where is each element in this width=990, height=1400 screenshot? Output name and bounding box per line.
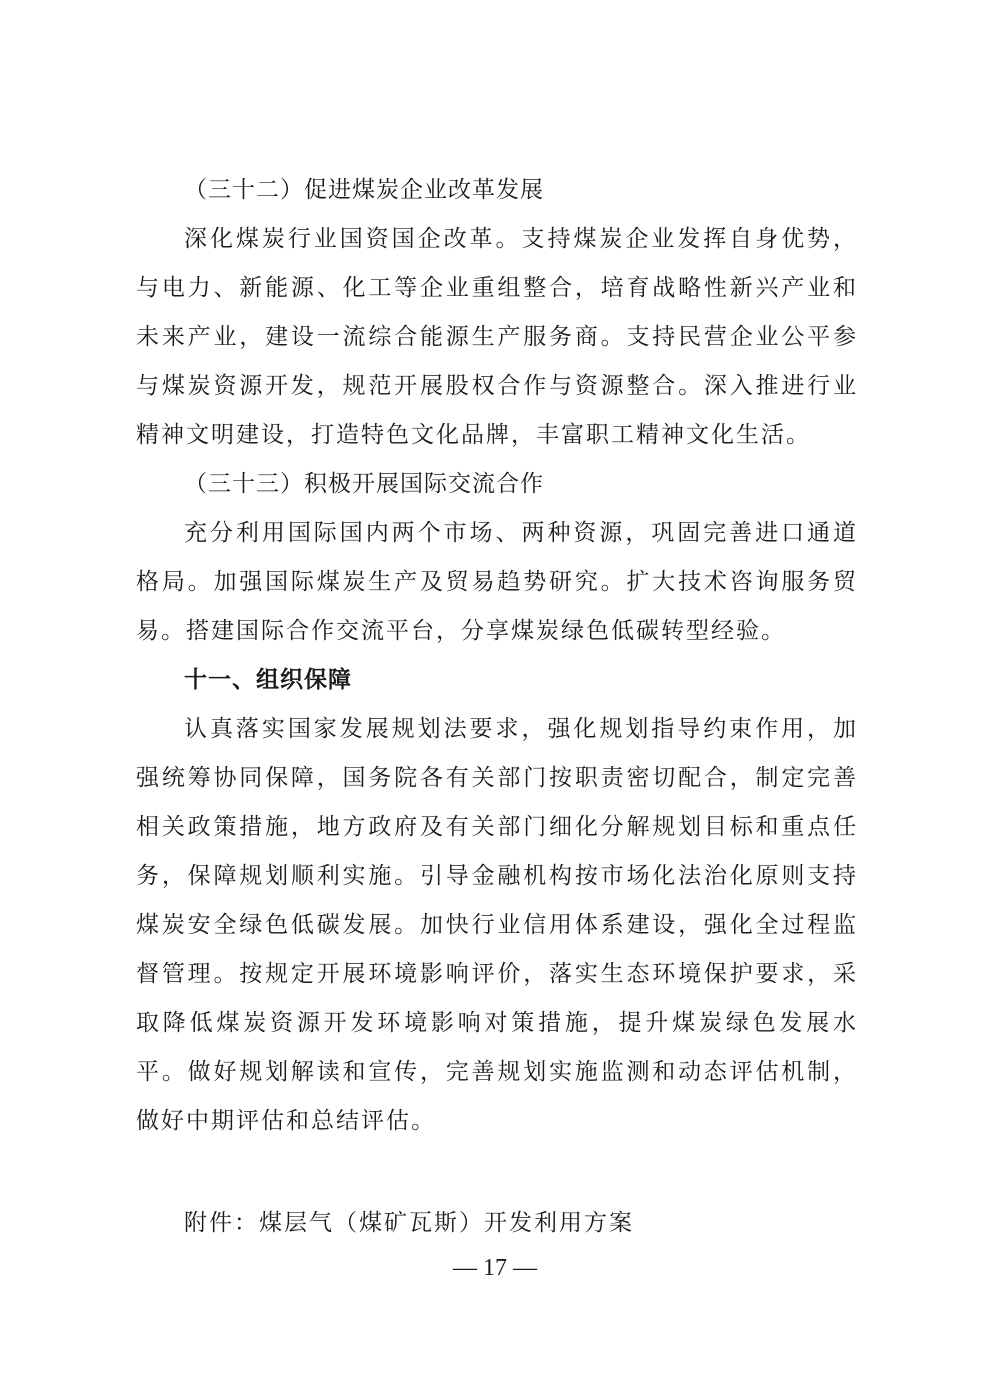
document-body [136,166,858,1146]
section-heading-32: （三十二）促进煤炭企业改革发展 [184,177,544,203]
attachment-note: 附件：煤层气（煤矿瓦斯）开发利用方案 [184,1210,634,1236]
section-paragraph-32: 深化煤炭行业国资国企改革。支持煤炭企业发挥自身优势，与电力、新能源、化工等企业重组整合，培育战略性新兴产业和未来产业，建设一流综合能源生产服务商。支持民营企业公平参与煤炭资源开发，规范开展股权合作与资源整合。深入推进行业精神文明建设，打造特色文化品牌，丰富职工精神文化生活。 [136,226,858,448]
section-paragraph-33: 充分利用国际国内两个市场、两种资源，巩固完善进口通道格局。加强国际煤炭生产及贸易趋势研究。扩大技术咨询服务贸易。搭建国际合作交流平台，分享煤炭绿色低碳转型经验。 [136,520,858,644]
page-number: — 17 — [453,1255,537,1281]
chapter-heading-organization: 十一、组织保障 [184,667,352,693]
section-heading-33: （三十三）积极开展国际交流合作 [184,471,544,497]
chapter-paragraph-organization: 认真落实国家发展规划法要求，强化规划指导约束作用，加强统筹协同保障，国务院各有关部门按职责密切配合，制定完善相关政策措施，地方政府及有关部门细化分解规划目标和重点任务，保障规划顺利实施。引导金融机构按市场化法治化原则支持煤炭安全绿色低碳发展。加快行业信用体系建设，强化全过程监督管理。按规定开展环境影响评价，落实生态环境保护要求，采取降低煤炭资源开发环境影响对策措施，提升煤炭绿色发展水平。做好规划解读和宣传，完善规划实施监测和动态评估机制，做好中期评估和总结评估。 [136,716,858,1134]
